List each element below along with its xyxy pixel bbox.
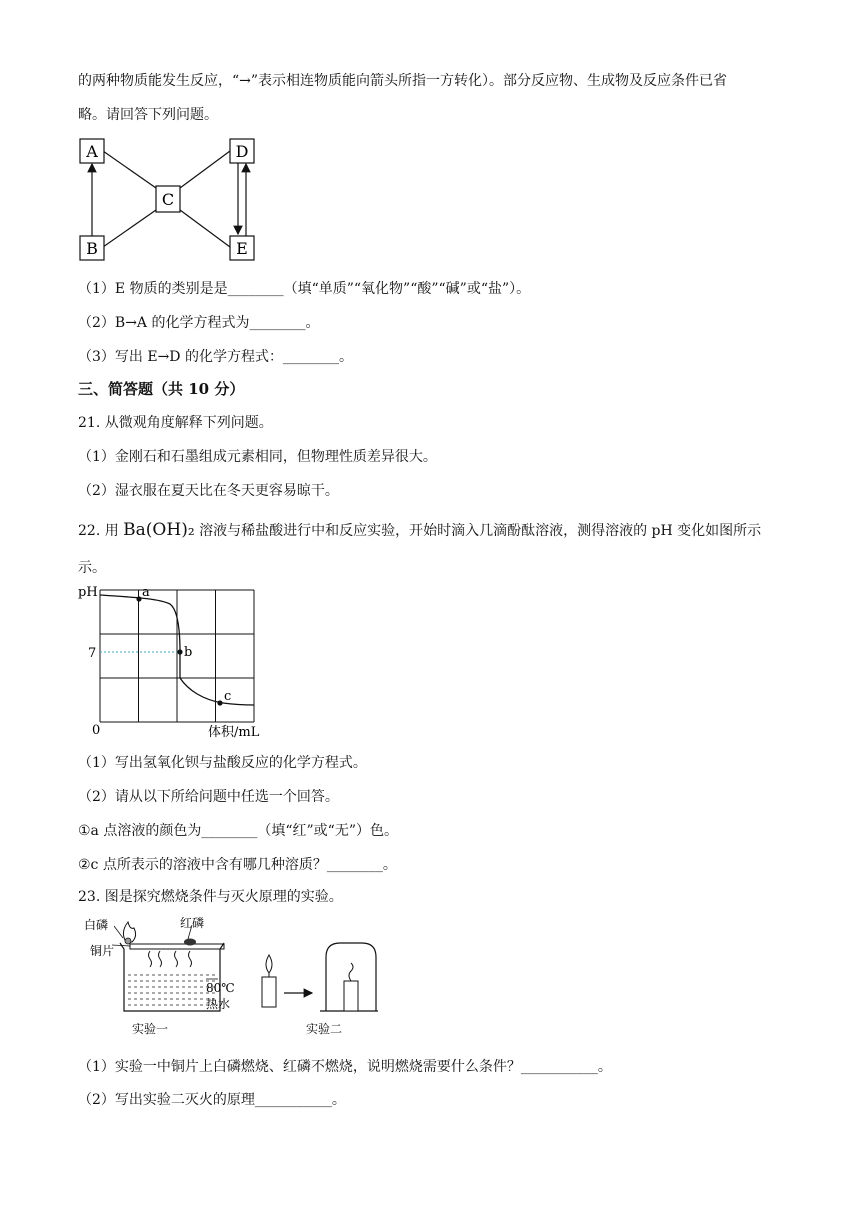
intro-line-2: 略。请回答下列问题。 — [78, 107, 218, 123]
node-e-label: E — [236, 239, 248, 258]
section-title: 三、简答题（共 10 分） — [78, 380, 245, 398]
q22-option2: ②c 点所表示的溶液中含有哪几种溶质？________。 — [78, 857, 397, 873]
intro-line-1: 的两种物质能发生反应，“→”表示相连物质能向箭头所指一方转化）。部分反应物、生成物及反应条件已省 — [78, 73, 728, 89]
y-tick-7: 7 — [88, 646, 97, 661]
point-c — [217, 700, 222, 705]
q21-stem: 21. 从微观角度解释下列问题。 — [78, 415, 273, 431]
q22-part1: （1）写出氢氧化钡与盐酸反应的化学方程式。 — [78, 755, 367, 771]
q21-part1: （1）金刚石和石墨组成元素相同，但物理性质差异很大。 — [78, 449, 437, 465]
q22-stem-pre: 22. 用 — [78, 523, 119, 539]
q23-stem: 23. 图是探究燃烧条件与灭火原理的实验。 — [78, 889, 343, 905]
q20-part3: （3）写出 E→D 的化学方程式：________。 — [78, 349, 353, 365]
candle-2 — [344, 981, 358, 1011]
steam-waves — [149, 951, 192, 967]
q22-part2: （2）请从以下所给问题中任选一个回答。 — [78, 789, 339, 805]
hot-water-label: 热水 — [206, 997, 231, 1011]
q22-option1: ①a 点溶液的颜色为________（填“红”或“无”）色。 — [78, 823, 398, 839]
y-axis-label: pH — [78, 585, 98, 600]
ph-curve-after — [180, 678, 254, 705]
reaction-diagram — [78, 136, 268, 264]
point-a — [136, 596, 141, 601]
q23-part1: （1）实验一中铜片上白磷燃烧、红磷不燃烧，说明燃烧需要什么条件？___________。 — [78, 1059, 612, 1075]
node-b-label: B — [86, 239, 98, 258]
white-phosphorus-label: 白磷 — [84, 918, 109, 932]
hot-water — [125, 973, 219, 1010]
node-d-label: D — [235, 142, 249, 161]
q20-part1: （1）E 物质的类别是是________（填“单质”“氧化物”“酸”“碱”或“盐”）。 — [78, 281, 531, 297]
q21-part2: （2）湿衣服在夏天比在冬天更容易晾干。 — [78, 483, 339, 499]
ph-chart — [78, 582, 288, 742]
experiment-1-label: 实验一 — [132, 1022, 169, 1036]
red-phosphorus-label: 红磷 — [180, 916, 205, 930]
copper-plate — [130, 944, 224, 949]
q23-part2: （2）写出实验二灭火的原理___________。 — [78, 1092, 346, 1108]
point-a-label: a — [142, 585, 150, 600]
white-phosphorus — [125, 938, 131, 944]
barium-hydroxide-formula: Ba(OH)₂ — [123, 520, 195, 540]
candle-smoke — [349, 963, 353, 981]
point-c-label: c — [224, 689, 232, 704]
q20-part2: （2）B→A 的化学方程式为________。 — [78, 315, 320, 331]
q22-stem-post: 溶液与稀盐酸进行中和反应实验，开始时滴入几滴酚酞溶液，测得溶液的 pH 变化如图所示 — [199, 523, 762, 539]
origin-label: 0 — [92, 723, 101, 738]
node-a-label: A — [86, 142, 98, 161]
copper-plate-label: 铜片 — [90, 944, 115, 958]
temperature-label: 80℃ — [206, 981, 235, 995]
candle-1 — [262, 977, 276, 1007]
combustion-experiment — [78, 915, 378, 1040]
x-axis-label: 体积/mL — [208, 725, 260, 740]
red-phosphorus — [184, 939, 196, 946]
node-c-label: C — [161, 190, 175, 209]
ph-curve-before — [100, 595, 180, 678]
candle-flame — [266, 955, 272, 973]
experiment-2-label: 实验二 — [306, 1022, 343, 1036]
q22-stem — [78, 520, 761, 540]
q22-stem-cont: 示。 — [78, 560, 106, 576]
point-b-label: b — [184, 645, 193, 660]
point-b — [177, 649, 182, 654]
